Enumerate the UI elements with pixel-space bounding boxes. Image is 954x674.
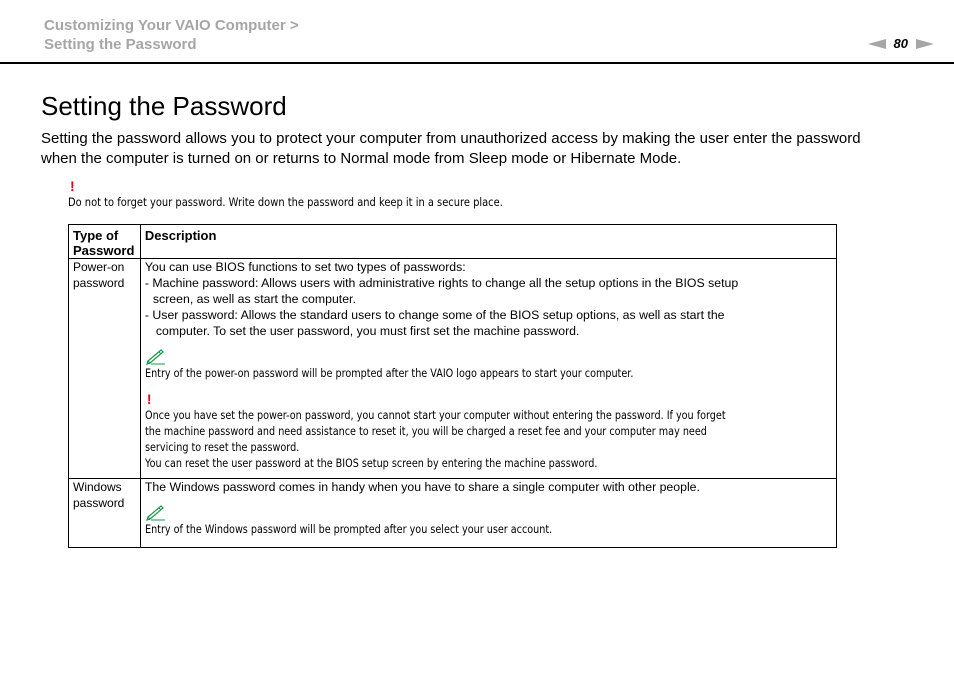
warning-line: You can reset the user password at the BIOS setup screen by entering the machine password.	[144, 456, 598, 470]
desc-line: screen, as well as start the computer.	[152, 292, 356, 306]
warning-exclamation-icon: !	[70, 178, 75, 194]
intro-paragraph	[41, 129, 921, 168]
desc-line: The Windows password comes in handy when you have to share a single computer with other people.	[144, 480, 700, 494]
note-text: Entry of the power-on password will be prompted after the VAIO logo appears to start your computer.	[144, 366, 634, 380]
breadcrumb-chapter[interactable]: Customizing Your VAIO Computer >	[44, 17, 299, 34]
desc-line: - User password: Allows the standard users to change some of the BIOS setup options, as well as start the	[144, 308, 725, 322]
type-cell-power-on: Power-on password	[69, 259, 141, 479]
warning-exclamation-icon: !	[146, 391, 152, 407]
header-divider	[0, 62, 954, 64]
desc-line: computer. To set the user password, you must first set the machine password.	[155, 324, 580, 338]
note-text: Entry of the Windows password will be prompted after you select your user account.	[144, 522, 553, 536]
previous-page-arrow-icon[interactable]	[868, 39, 886, 49]
type-cell-windows: Windows password	[69, 479, 141, 548]
table-header-row	[69, 225, 837, 259]
pencil-note-icon	[145, 503, 167, 521]
column-header-description: Description	[140, 225, 836, 259]
intro-line-2: when the computer is turned on or returns to Normal mode from Sleep mode or Hibernate Mode.	[41, 149, 682, 167]
page-number: 80	[893, 36, 908, 51]
warning-callout	[68, 178, 868, 210]
warning-line: Once you have set the power-on password, you cannot start your computer without entering the password. If you forget	[144, 408, 726, 422]
table-row	[69, 479, 837, 548]
page-navigation	[868, 36, 934, 51]
password-types-table	[68, 224, 837, 548]
breadcrumb	[44, 16, 299, 54]
next-page-arrow-icon[interactable]	[916, 39, 934, 49]
table-row	[69, 259, 837, 479]
intro-line-1: Setting the password allows you to protect your computer from unauthorized access by making the user enter the password	[41, 130, 861, 147]
warning-line: the machine password and need assistance to reset it, you will be charged a reset fee and your computer may need	[144, 424, 707, 438]
page-title: Setting the Password	[41, 91, 287, 121]
description-cell-windows	[140, 479, 836, 548]
warning-line: servicing to reset the password.	[144, 440, 300, 454]
desc-line: You can use BIOS functions to set two types of passwords:	[144, 260, 466, 274]
warning-text: Do not to forget your password. Write down the password and keep it in a secure place.	[68, 195, 503, 209]
description-cell-power-on	[140, 259, 836, 479]
desc-line: - Machine password: Allows users with administrative rights to change all the setup options in the BIOS setup	[144, 276, 739, 290]
column-header-type: Type of Password	[69, 225, 141, 259]
pencil-note-icon	[145, 347, 167, 365]
breadcrumb-section[interactable]: Setting the Password	[44, 36, 197, 53]
